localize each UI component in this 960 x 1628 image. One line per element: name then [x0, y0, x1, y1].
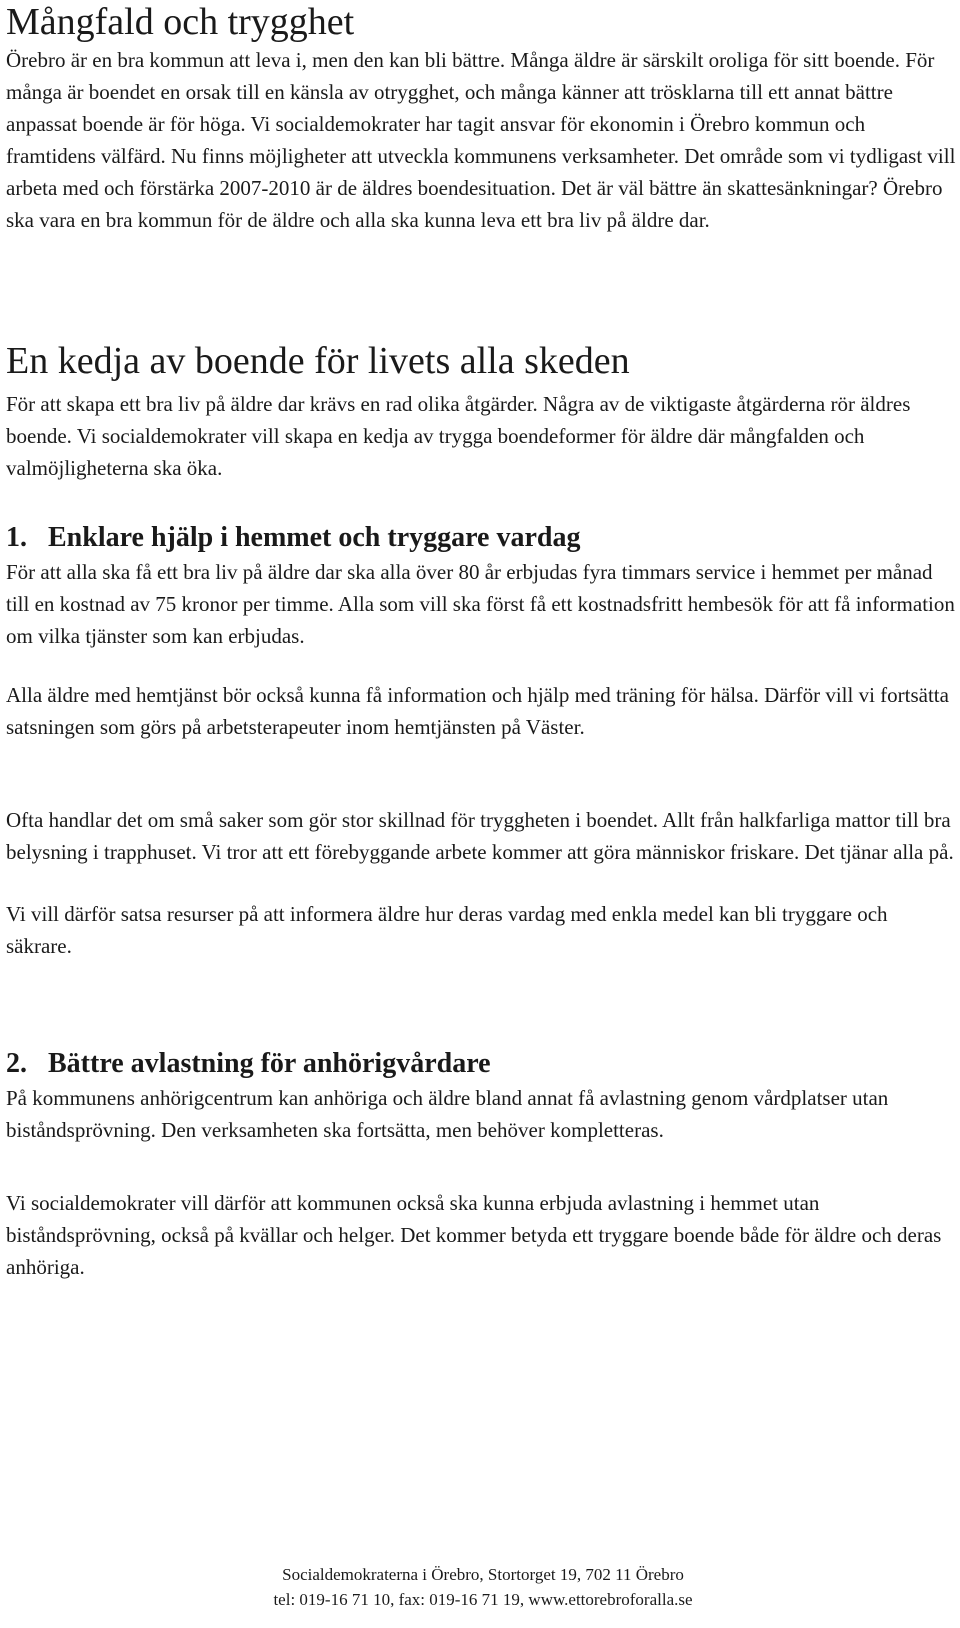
section-heading: En kedja av boende för livets alla skeden [6, 340, 630, 382]
footer-contact: tel: 019-16 71 10, fax: 019-16 71 19, www.ettorebroforalla.se [273, 1590, 693, 1609]
subsection-number: 2. [6, 1048, 27, 1079]
subsection-title: Bättre avlastning för anhörigvårdare [48, 1048, 491, 1079]
paragraph: Ofta handlar det om små saker som gör stor skillnad för tryggheten i boendet. Allt från halkfarliga mattor till bra belysning i trapphuset. Vi tror att ett förebyggande arbete kommer att göra människor friskare. Det tjänar alla på. [6, 808, 954, 864]
paragraph: Vi vill därför satsa resurser på att informera äldre hur deras vardag med enkla medel kan bli tryggare och säkrare. [6, 902, 888, 958]
paragraph: För att alla ska få ett bra liv på äldre dar ska alla över 80 år erbjudas fyra timmars service i hemmet per månad till en kostnad av 75 kronor per timme. Alla som vill ska först få ett kostnadsfritt hembesök för att få information om vilka tjänster som kan erbjudas. [6, 560, 955, 648]
page-title: Mångfald och trygghet [6, 1, 355, 43]
subsection-heading-2 [6, 1044, 491, 1084]
page-footer [0, 1562, 960, 1612]
intro-paragraph: Örebro är en bra kommun att leva i, men den kan bli bättre. Många äldre är särskilt oroliga för sitt boende. För många är boendet en orsak till en känsla av otrygghet, och många känner att trösklarna till ett annat bättre anpassat boende är för höga. Vi socialdemokrater har tagit ansvar för ekonomin i Örebro kommun och framtidens välfärd. Nu finns möjligheter att utveckla kommunens verksamheter. Det område som vi tydligast vill arbeta med och förstärka 2007-2010 är de äldres boendesituation. Det är väl bättre än skattesänkningar? Örebro ska vara en bra kommun för de äldre och alla ska kunna leva ett bra liv på äldre dar. [6, 48, 956, 232]
subsection-number: 1. [6, 522, 27, 553]
subsection-title: Enklare hjälp i hemmet och tryggare vardag [48, 522, 581, 553]
footer-address: Socialdemokraterna i Örebro, Stortorget 19, 702 11 Örebro [282, 1565, 684, 1584]
paragraph: Vi socialdemokrater vill därför att kommunen också ska kunna erbjuda avlastning i hemmet utan biståndsprövning, också på kvällar och helger. Det kommer betyda ett tryggare boende både för äldre och deras anhöriga. [6, 1191, 942, 1279]
paragraph: Alla äldre med hemtjänst bör också kunna få information och hjälp med träning för hälsa. Därför vill vi fortsätta satsningen som görs på arbetsterapeuter inom hemtjänsten på Väster. [6, 683, 949, 739]
paragraph: På kommunens anhörigcentrum kan anhöriga och äldre bland annat få avlastning genom vårdplatser utan biståndsprövning. Den verksamheten ska fortsätta, men behöver kompletteras. [6, 1086, 889, 1142]
subsection-heading-1 [6, 518, 580, 558]
section-intro-paragraph: För att skapa ett bra liv på äldre dar krävs en rad olika åtgärder. Några av de viktigaste åtgärderna rör äldres boende. Vi socialdemokrater vill skapa en kedja av trygga boendeformer för äldre där mångfalden och valmöjligheterna ska öka. [6, 392, 911, 480]
